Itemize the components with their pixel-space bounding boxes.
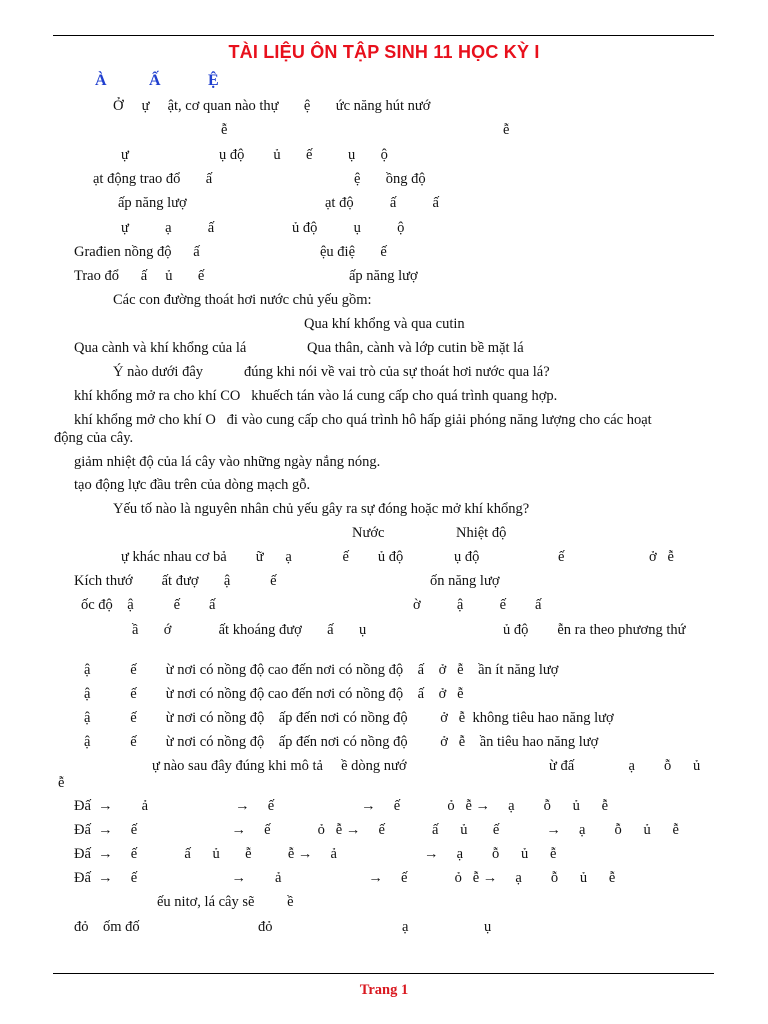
text-line: ệu điệ ế bbox=[320, 244, 387, 260]
text-line: động của cây. bbox=[54, 430, 134, 446]
text-line: ạ bbox=[402, 919, 409, 935]
text-line: tạo động lực đầu trên của dòng mạch gỗ. bbox=[74, 477, 311, 493]
text-line: Qua khí khổng và qua cutin bbox=[304, 316, 465, 332]
text-line: ủ độ ụ ộ bbox=[292, 220, 405, 236]
text-line: ụ độ ủ ế bbox=[219, 147, 313, 163]
text-line: ờ ậ ế ấ bbox=[413, 597, 542, 613]
page-number: Trang 1 bbox=[359, 982, 409, 998]
text-line: ốn năng lượ bbox=[430, 573, 500, 589]
text-line: ốc độ ậ ế ấ bbox=[81, 597, 216, 613]
text-line: ủ độ ễn ra theo phương thứ bbox=[503, 622, 686, 638]
text-line: ừ đấ ạ ỗ ủ bbox=[549, 758, 701, 774]
section-mark-1: À bbox=[95, 72, 107, 89]
section-mark-3: Ệ bbox=[208, 72, 219, 89]
text-line: Građien nồng độ ấ bbox=[74, 244, 200, 260]
text-line: ự bbox=[121, 147, 129, 163]
text-line: Đấ → ế → ả → ế ỏ ễ → ạ ỗ ủ ễ bbox=[74, 870, 616, 886]
text-line: ế bbox=[558, 549, 565, 565]
text-line: Kích thướ ất đượ ậ ế bbox=[74, 573, 277, 589]
text-line: Qua thân, cành và lớp cutin bề mặt lá bbox=[307, 340, 524, 356]
text-line: Các con đường thoát hơi nước chủ yếu gồm: bbox=[113, 292, 372, 308]
text-line: khí khổng mở cho khí O đi vào cung cấp cho quá trình hô hấp giải phóng năng lượng cho các hoạt bbox=[74, 412, 652, 428]
text-line: ở ễ bbox=[649, 549, 674, 565]
text-line: Yếu tố nào là nguyên nhân chủ yếu gây ra sự đóng hoặc mở khí khổng? bbox=[113, 501, 530, 517]
text-line: Đấ → ế ấ ủ ễ ễ → ả → ạ ỗ ủ ễ bbox=[74, 846, 557, 862]
section-mark-2: Ấ bbox=[149, 72, 161, 89]
text-line: ạt độ ấ ấ bbox=[325, 195, 439, 211]
text-line: ạt động trao đổ ấ bbox=[93, 171, 213, 187]
text-line: Qua cành và khí khổng của lá bbox=[74, 340, 247, 356]
text-line: khí khổng mở ra cho khí CO khuếch tán vào lá cung cấp cho quá trình quang hợp. bbox=[74, 388, 558, 404]
text-line: đỏ bbox=[258, 919, 273, 935]
text-line: ấp năng lượ bbox=[349, 268, 418, 284]
text-line: ự nào sau đây đúng khi mô tả ề dòng nướ bbox=[152, 758, 407, 774]
text-line: ụ ộ bbox=[348, 147, 388, 163]
bottom-rule bbox=[53, 973, 714, 974]
text-line: giảm nhiệt độ của lá cây vào những ngày nắng nóng. bbox=[74, 454, 381, 470]
text-line: ụ bbox=[484, 919, 492, 935]
text-line: ễ bbox=[221, 122, 228, 138]
text-line: Ý nào dưới đây bbox=[113, 364, 204, 380]
text-line: Nhiệt độ bbox=[456, 525, 507, 541]
text-line: ấp năng lượ bbox=[118, 195, 187, 211]
text-line: Nước bbox=[352, 525, 385, 541]
text-line: Đấ → ế → ế ỏ ễ → ế ấ ủ ế → ạ ỗ ủ ễ bbox=[74, 822, 679, 838]
text-line: Đấ → ả → ế → ế ỏ ễ → ạ ỗ ủ ễ bbox=[74, 798, 609, 814]
text-line: ự khác nhau cơ bả ữ ạ ế ủ độ ụ độ bbox=[121, 549, 480, 565]
text-line: ễ bbox=[58, 775, 65, 791]
text-line: ậ ế ừ nơi có nồng độ ấp đến nơi có nồng độ ở ễ ần tiêu hao năng lượ bbox=[84, 734, 599, 750]
text-line: ếu nitơ, lá cây sẽ ề bbox=[157, 894, 294, 910]
text-line: ầ ớ ất khoáng đượ ấ ụ bbox=[132, 622, 367, 638]
text-line: Ở ự ật, cơ quan nào thự ệ ức năng hút nướ bbox=[113, 98, 431, 114]
page-title: TÀI LIỆU ÔN TẬP SINH 11 HỌC KỲ I bbox=[228, 42, 540, 62]
text-line: ệ ồng độ bbox=[354, 171, 426, 187]
top-rule bbox=[53, 35, 714, 36]
text-line: ự ạ ấ bbox=[121, 220, 215, 236]
text-line: ậ ế ừ nơi có nồng độ cao đến nơi có nồng độ ấ ở ễ bbox=[84, 686, 464, 702]
text-line: đỏ ốm đố bbox=[74, 919, 140, 935]
text-line: đúng khi nói về vai trò của sự thoát hơi nước qua lá? bbox=[244, 364, 550, 380]
text-line: ễ bbox=[503, 122, 510, 138]
text-line: ậ ế ừ nơi có nồng độ ấp đến nơi có nồng độ ở ễ không tiêu hao năng lượ bbox=[84, 710, 614, 726]
text-line: ậ ế ừ nơi có nồng độ cao đến nơi có nồng độ ấ ở ễ ần ít năng lượ bbox=[84, 662, 559, 678]
text-line: Trao đổ ấ ủ ế bbox=[74, 268, 205, 284]
